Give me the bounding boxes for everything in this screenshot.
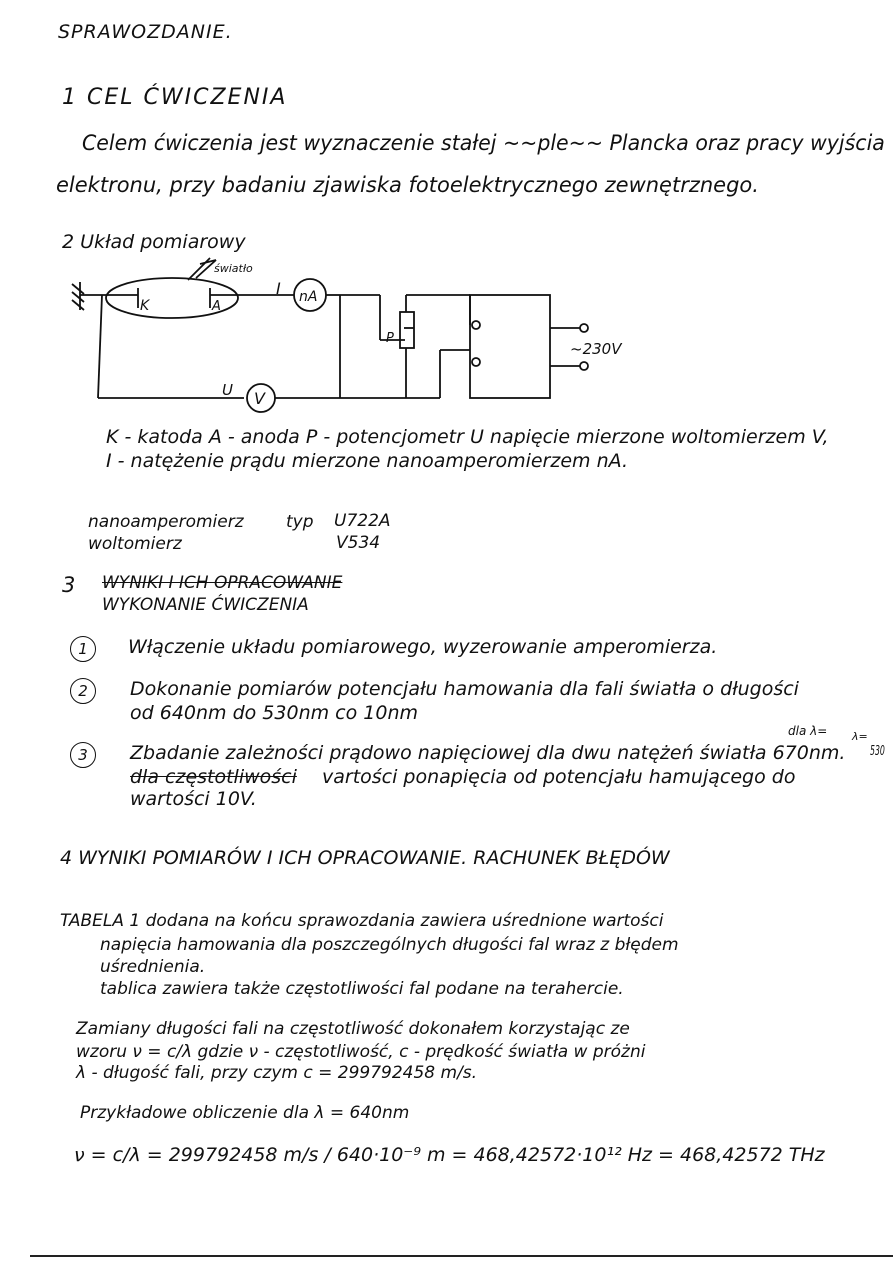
step-3-number: 3 bbox=[70, 742, 96, 768]
section-1-line-1: Celem ćwiczenia jest wyznaczenie stałej ~~ple~~ Plancka oraz pracy wyjścia bbox=[82, 131, 885, 155]
section-3-number: 3 bbox=[62, 573, 76, 597]
instrument-name-1: nanoamperomierz bbox=[88, 512, 244, 532]
conversion-line-1: Zamiany długości fali na częstotliwość dokonałem korzystając ze bbox=[76, 1019, 630, 1039]
section-3-heading: WYKONANIE ĆWICZENIA bbox=[102, 595, 309, 615]
example-label: Przykładowe obliczenie dla λ = 640nm bbox=[80, 1103, 410, 1123]
step-3-line-2-struck: dla częstotliwości bbox=[130, 766, 297, 788]
section-1-heading: 1 CEL ĆWICZENIA bbox=[62, 85, 288, 110]
potentiometer-label: P bbox=[386, 331, 394, 346]
instrument-type-label: typ bbox=[286, 512, 314, 532]
document-title: SPRAWOZDANIE. bbox=[58, 21, 233, 43]
conversion-line-3: λ - długość fali, przy czym c = 299792458 m/s. bbox=[76, 1063, 478, 1083]
instrument-name-2: woltomierz bbox=[88, 534, 182, 554]
step-2-line-1: Dokonanie pomiarów potencjału hamowania dla fali światła o długości bbox=[130, 678, 799, 700]
anode-label: A bbox=[212, 299, 221, 314]
instrument-model-2: V534 bbox=[336, 533, 381, 553]
table-note-line-3: uśrednienia. bbox=[100, 957, 206, 977]
table-note-line-2: napięcia hamowania dla poszczególnych długości fal wraz z błędem bbox=[100, 935, 679, 955]
bottom-rule bbox=[30, 1255, 893, 1257]
step-2-number: 2 bbox=[70, 678, 96, 704]
step-2-line-2: od 640nm do 530nm co 10nm bbox=[130, 702, 418, 724]
step-3-line-2: vartości ponapięcia od potencjału hamującego do bbox=[322, 766, 796, 788]
step-3-note-1: dla λ= bbox=[788, 724, 828, 738]
step-3-line-3: wartości 10V. bbox=[130, 788, 257, 810]
example-formula: ν = c/λ = 299792458 m/s / 640·10⁻⁹ m = 468,42572·10¹² Hz = 468,42572 THz bbox=[74, 1144, 825, 1166]
instrument-model-1: U722A bbox=[334, 511, 391, 531]
section-2-heading: 2 Układ pomiarowy bbox=[62, 231, 246, 253]
step-1-number: 1 bbox=[70, 636, 96, 662]
step-3-note-3: 530 bbox=[870, 744, 885, 759]
step-3-line-1: Zbadanie zależności prądowo napięciowej dla dwu natężeń światła 670nm. bbox=[130, 742, 846, 764]
light-label: światło bbox=[214, 262, 253, 275]
legend-line-2: I - natężenie prądu mierzone nanoamperomierzem nA. bbox=[106, 450, 629, 472]
table-note-line-4: tablica zawiera także częstotliwości fal podane na terahercie. bbox=[100, 979, 624, 999]
nanoammeter-label: nA bbox=[299, 289, 318, 305]
current-label: I bbox=[276, 279, 281, 298]
table-note-line-1: TABELA 1 dodana na końcu sprawozdania zawiera uśrednione wartości bbox=[60, 911, 664, 931]
step-1-text: Włączenie układu pomiarowego, wyzerowanie amperomierza. bbox=[128, 636, 718, 658]
section-4-heading: 4 WYNIKI POMIARÓW I ICH OPRACOWANIE. RACHUNEK BŁĘDÓW bbox=[60, 847, 670, 869]
supply-label: ~230V bbox=[570, 340, 622, 358]
circuit-diagram bbox=[0, 250, 893, 430]
step-3-note-2: λ= bbox=[852, 730, 868, 743]
section-3-struck-heading: WYNIKI I ICH OPRACOWANIE bbox=[102, 573, 343, 593]
voltage-label: U bbox=[222, 381, 233, 399]
legend-line-1: K - katoda A - anoda P - potencjometr U napięcie mierzone woltomierzem V, bbox=[106, 426, 829, 448]
conversion-line-2: wzoru ν = c/λ gdzie ν - częstotliwość, c - prędkość światła w próżni bbox=[76, 1042, 646, 1062]
cathode-label: K bbox=[140, 298, 150, 314]
voltmeter-label: V bbox=[254, 389, 265, 408]
section-1-line-2: elektronu, przy badaniu zjawiska fotoelektrycznego zewnętrznego. bbox=[56, 173, 759, 197]
